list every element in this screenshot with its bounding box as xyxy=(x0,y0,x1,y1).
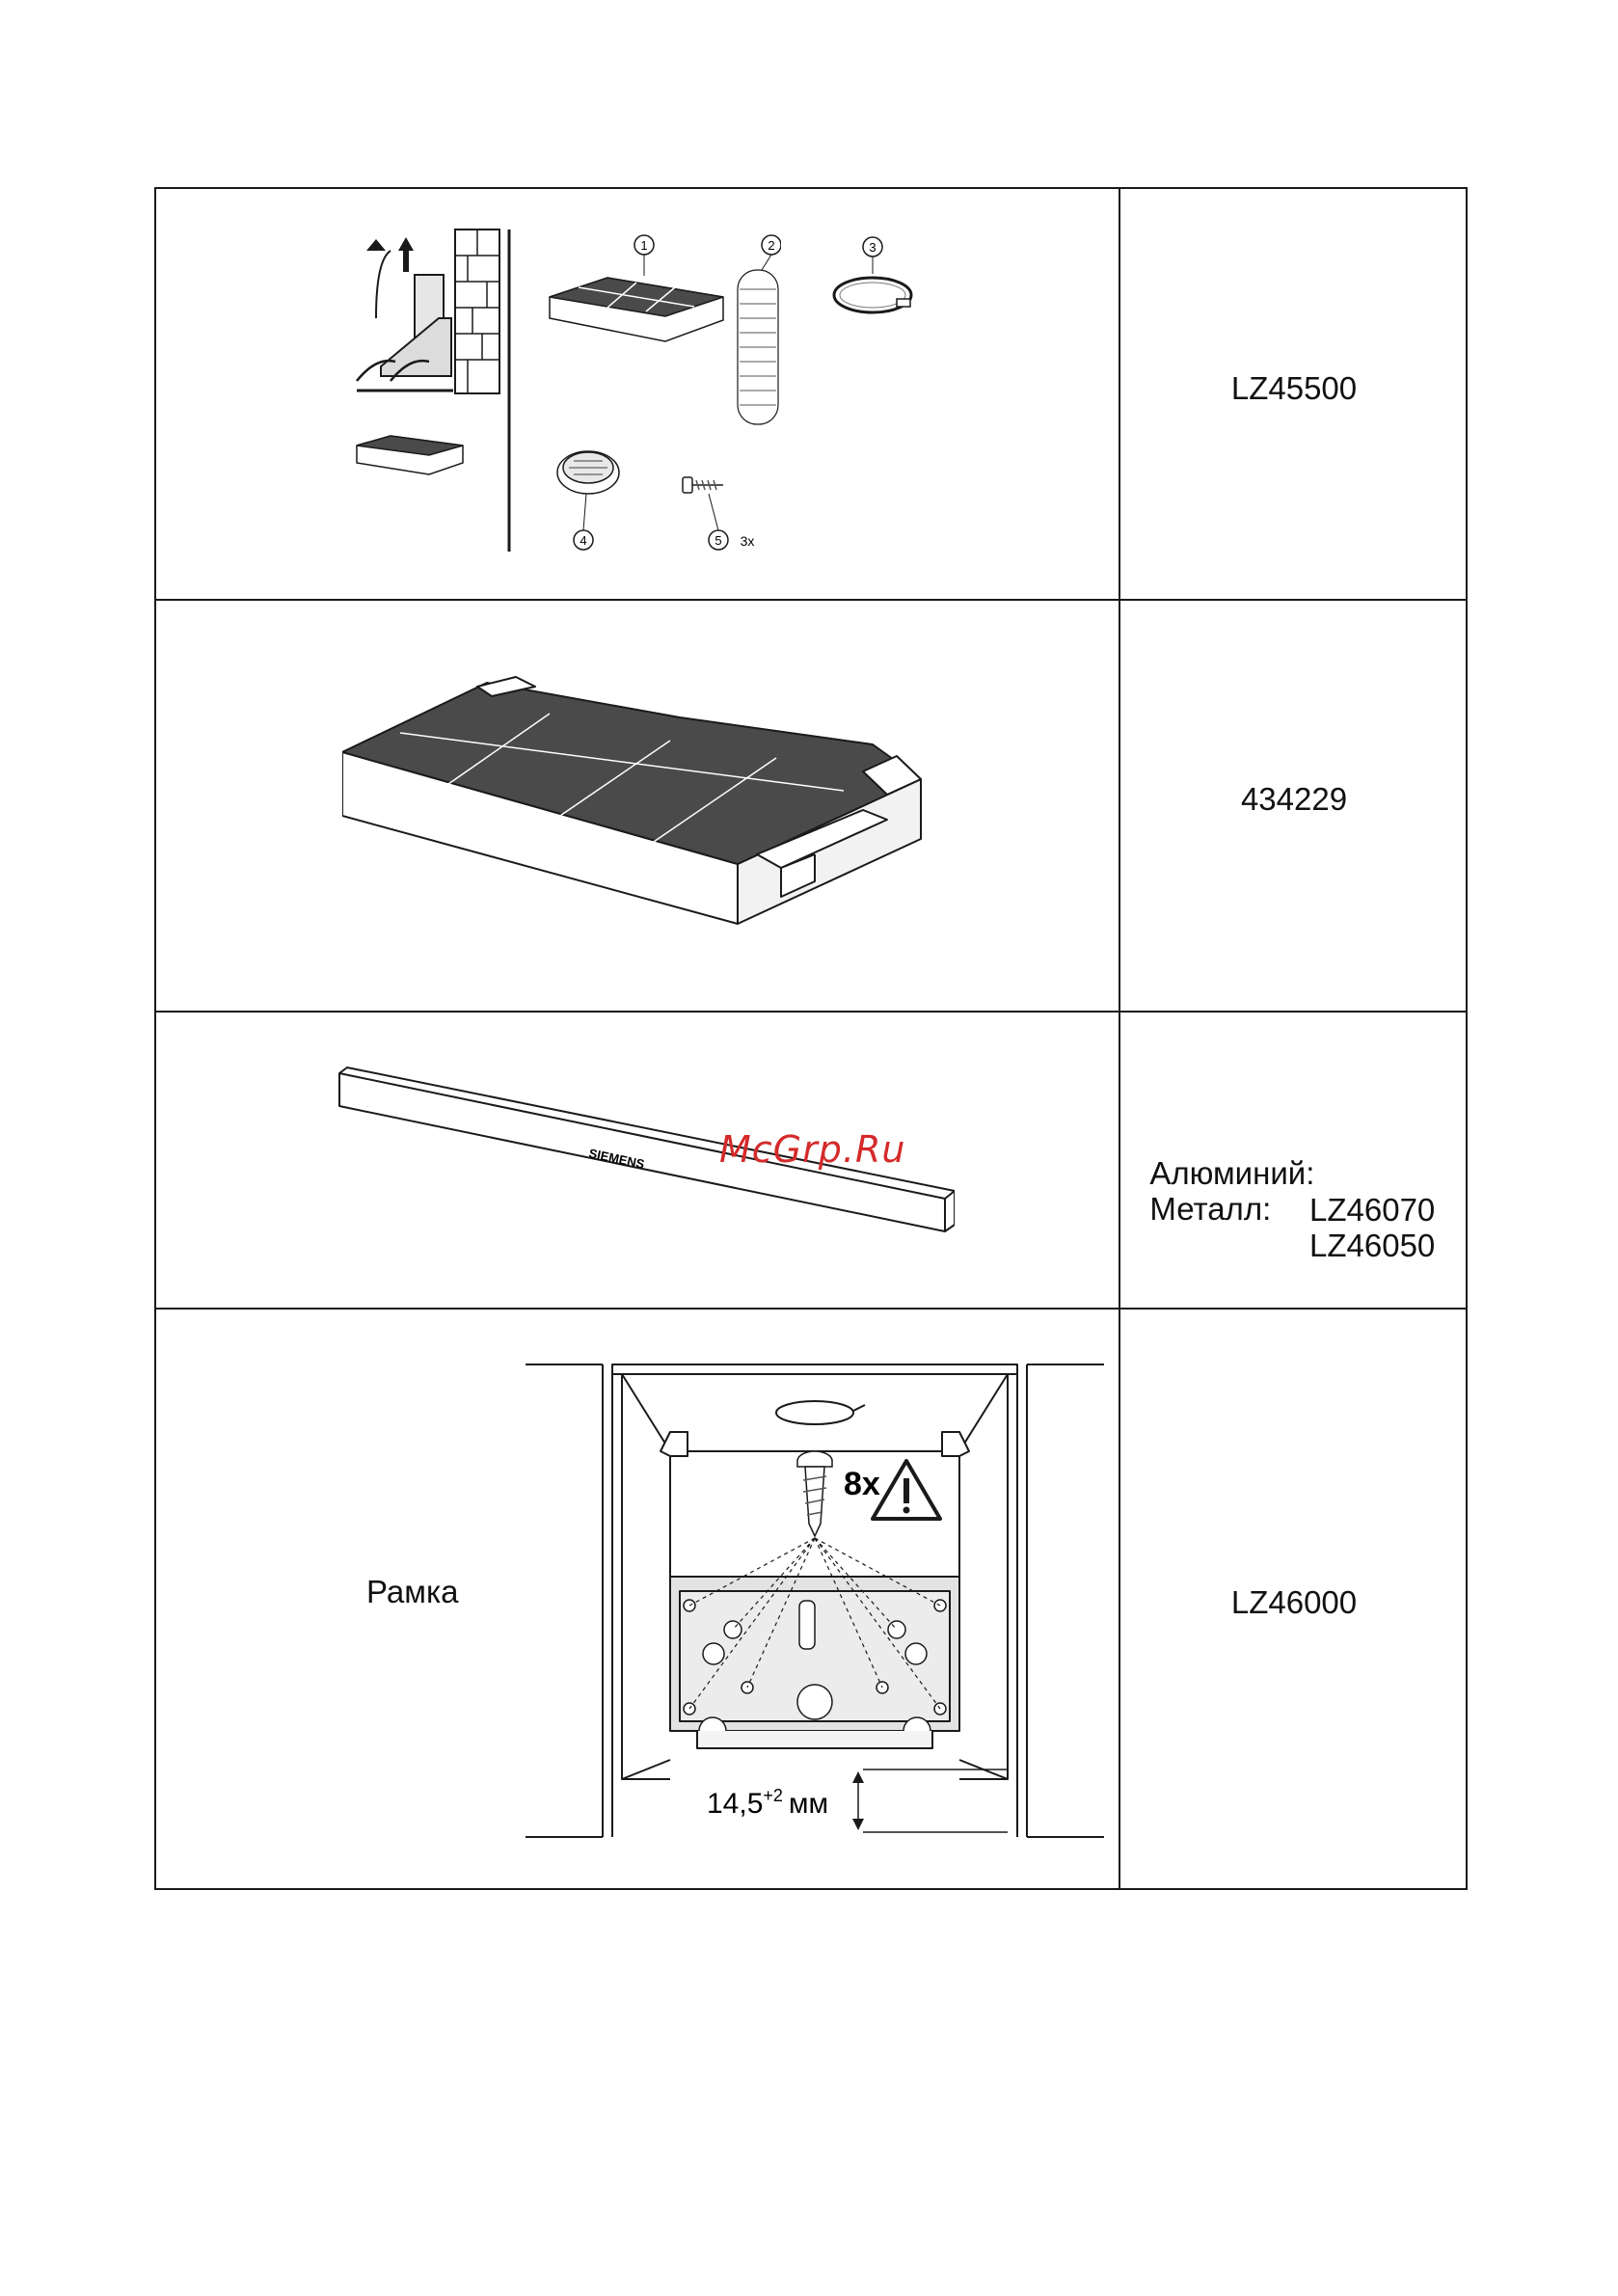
part-5-quantity: 3x xyxy=(740,533,755,549)
dimension-unit: мм xyxy=(788,1788,829,1820)
dimension-tolerance: +2 xyxy=(763,1786,783,1805)
warning-icon xyxy=(873,1461,940,1519)
row-divider xyxy=(154,1308,1468,1310)
frame-label: Рамка xyxy=(366,1574,459,1609)
part-4-number: 4 xyxy=(580,533,587,548)
recirculation-kit-illustration xyxy=(337,222,781,569)
row-divider xyxy=(154,1011,1468,1013)
hose-clamp-illustration xyxy=(820,231,935,328)
material-label: Алюминий: xyxy=(1149,1155,1315,1191)
screw-count: 8x xyxy=(844,1466,880,1502)
flexible-duct xyxy=(738,270,778,424)
screw-icon xyxy=(683,477,723,493)
product-code-lz45500: LZ45500 xyxy=(1230,370,1358,406)
part-1-number: 1 xyxy=(640,238,648,253)
dimension-label xyxy=(707,1786,828,1820)
dimension-value: 14,5 xyxy=(707,1788,764,1820)
material-code: LZ46070 xyxy=(1309,1192,1436,1228)
material-code: LZ46050 xyxy=(1309,1228,1436,1263)
material-label: Металл: xyxy=(1149,1191,1272,1227)
arrow-up-icon xyxy=(366,239,386,251)
watermark: McGrp.Ru xyxy=(719,1128,906,1171)
frame-installation-illustration xyxy=(526,1326,1104,1847)
carbon-filter xyxy=(550,278,723,341)
part-2-number: 2 xyxy=(768,238,775,253)
column-divider xyxy=(1119,187,1120,1890)
dimension-arrow-icon xyxy=(852,1771,864,1783)
arrow-up-icon xyxy=(398,237,414,251)
air-outlet-grille xyxy=(557,451,619,494)
part-3-number: 3 xyxy=(869,240,876,255)
filter-small xyxy=(357,436,463,474)
brand-logo: SIEMENS xyxy=(587,1146,646,1172)
dimension-arrow-icon xyxy=(852,1819,864,1830)
hood-schematic xyxy=(357,230,509,552)
part-5-number: 5 xyxy=(715,533,722,548)
product-code-lz46000: LZ46000 xyxy=(1230,1584,1358,1620)
screw-icon xyxy=(797,1451,832,1536)
row-divider xyxy=(154,599,1468,601)
carbon-filter-illustration xyxy=(342,675,940,926)
product-code-434229: 434229 xyxy=(1240,781,1348,817)
